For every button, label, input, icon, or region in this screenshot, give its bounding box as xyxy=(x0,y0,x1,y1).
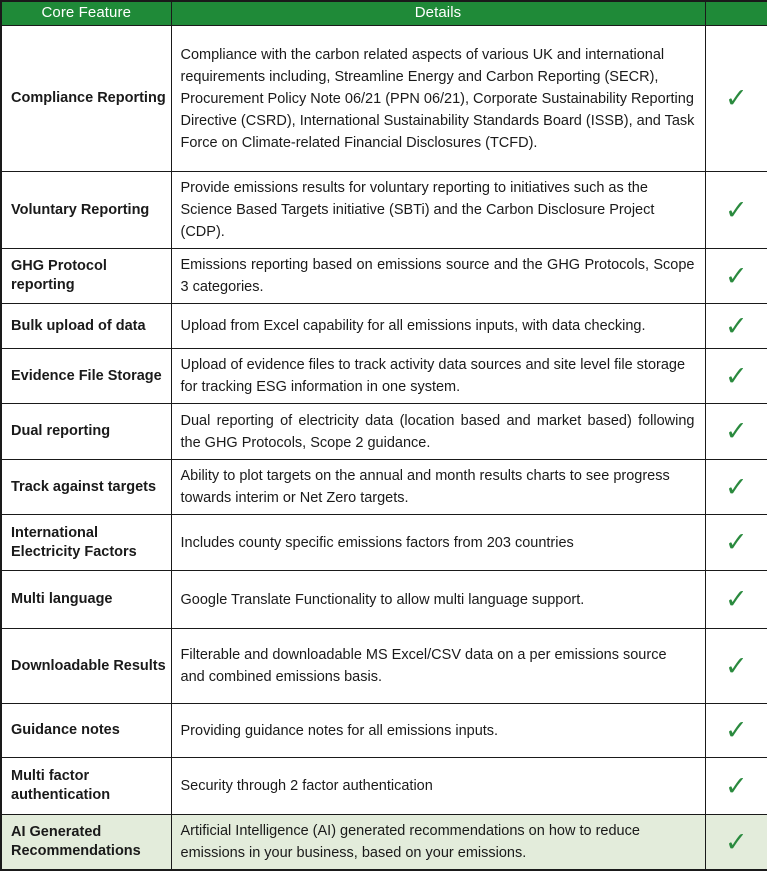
table-row xyxy=(1,404,767,460)
feature-included-cell xyxy=(705,26,767,172)
feature-included-cell xyxy=(705,460,767,515)
table-row xyxy=(1,460,767,515)
feature-details-cell: Upload from Excel capability for all emissions inputs, with data checking. xyxy=(171,304,705,349)
feature-details-cell: Filterable and downloadable MS Excel/CSV data on a per emissions source and combined emissions basis. xyxy=(171,629,705,704)
checkmark-icon: ✓ xyxy=(724,770,748,802)
checkmark-icon: ✓ xyxy=(724,584,748,615)
feature-included-cell xyxy=(705,249,767,304)
table-row xyxy=(1,515,767,571)
feature-name-cell: International Electricity Factors xyxy=(1,515,171,571)
table-row xyxy=(1,172,767,249)
checkmark-icon: ✓ xyxy=(724,83,748,114)
feature-name-cell: Bulk upload of data xyxy=(1,304,171,349)
feature-included-cell xyxy=(705,571,767,629)
checkmark-icon: ✓ xyxy=(724,260,748,292)
feature-details-cell: Providing guidance notes for all emissions inputs. xyxy=(171,704,705,758)
feature-included-cell xyxy=(705,349,767,404)
checkmark-icon: ✓ xyxy=(724,715,748,746)
checkmark-icon: ✓ xyxy=(724,826,748,858)
feature-details-cell: Ability to plot targets on the annual and month results charts to see progress towards interim or Net Zero targets. xyxy=(171,460,705,515)
table-row xyxy=(1,815,767,871)
feature-name-cell: AI Generated Recommendations xyxy=(1,815,171,871)
feature-details-cell: Emissions reporting based on emissions source and the GHG Protocols, Scope 3 categories. xyxy=(171,249,705,304)
column-header-core-feature: Core Feature xyxy=(1,1,171,26)
feature-name-cell: Compliance Reporting xyxy=(1,26,171,172)
checkmark-icon: ✓ xyxy=(724,360,748,392)
column-header-included xyxy=(705,1,767,26)
feature-included-cell xyxy=(705,758,767,815)
checkmark-icon: ✓ xyxy=(724,416,748,447)
checkmark-icon: ✓ xyxy=(724,471,748,503)
feature-name-cell: Downloadable Results xyxy=(1,629,171,704)
feature-included-cell xyxy=(705,404,767,460)
table-header xyxy=(1,1,767,26)
feature-details-cell: Artificial Intelligence (AI) generated recommendations on how to reduce emissions in your business, based on your emissions. xyxy=(171,815,705,871)
feature-name-cell: GHG Protocol reporting xyxy=(1,249,171,304)
feature-details-cell: Compliance with the carbon related aspects of various UK and international requirements including, Streamline Energy and Carbon Reporting (SECR), Procurement Policy Note 06/21 (PPN 06/21), Corporate Sustainability Reporting Directive (CSRD), International Sustainability Standards Board (ISSB), and Task Force on Climate-related Financial Disclosures (TCFD). xyxy=(171,26,705,172)
table-row xyxy=(1,304,767,349)
checkmark-icon: ✓ xyxy=(724,194,748,226)
header-row xyxy=(1,1,767,26)
checkmark-icon: ✓ xyxy=(724,310,748,342)
feature-details-cell: Provide emissions results for voluntary reporting to initiatives such as the Science Based Targets initiative (SBTi) and the Carbon Disclosure Project (CDP). xyxy=(171,172,705,249)
column-header-details: Details xyxy=(171,1,705,26)
feature-details-cell: Upload of evidence files to track activity data sources and site level file storage for tracking ESG information in one system. xyxy=(171,349,705,404)
feature-name-cell: Track against targets xyxy=(1,460,171,515)
feature-included-cell xyxy=(705,704,767,758)
table-row xyxy=(1,249,767,304)
feature-included-cell xyxy=(705,629,767,704)
checkmark-icon: ✓ xyxy=(724,527,748,558)
checkmark-icon: ✓ xyxy=(724,650,748,682)
feature-name-cell: Dual reporting xyxy=(1,404,171,460)
feature-included-cell xyxy=(705,815,767,871)
table-row xyxy=(1,26,767,172)
table-row xyxy=(1,704,767,758)
table-row xyxy=(1,349,767,404)
table-row xyxy=(1,571,767,629)
feature-included-cell xyxy=(705,304,767,349)
feature-details-cell: Includes county specific emissions factors from 203 countries xyxy=(171,515,705,571)
table-body xyxy=(1,26,767,871)
feature-name-cell: Multi factor authentication xyxy=(1,758,171,815)
feature-details-cell: Security through 2 factor authentication xyxy=(171,758,705,815)
feature-name-cell: Guidance notes xyxy=(1,704,171,758)
feature-name-cell: Evidence File Storage xyxy=(1,349,171,404)
feature-name-cell: Multi language xyxy=(1,571,171,629)
table-row xyxy=(1,629,767,704)
feature-included-cell xyxy=(705,172,767,249)
feature-included-cell xyxy=(705,515,767,571)
table-row xyxy=(1,758,767,815)
feature-details-cell: Dual reporting of electricity data (location based and market based) following the GHG Protocols, Scope 2 guidance. xyxy=(171,404,705,460)
feature-name-cell: Voluntary Reporting xyxy=(1,172,171,249)
feature-details-cell: Google Translate Functionality to allow multi language support. xyxy=(171,571,705,629)
